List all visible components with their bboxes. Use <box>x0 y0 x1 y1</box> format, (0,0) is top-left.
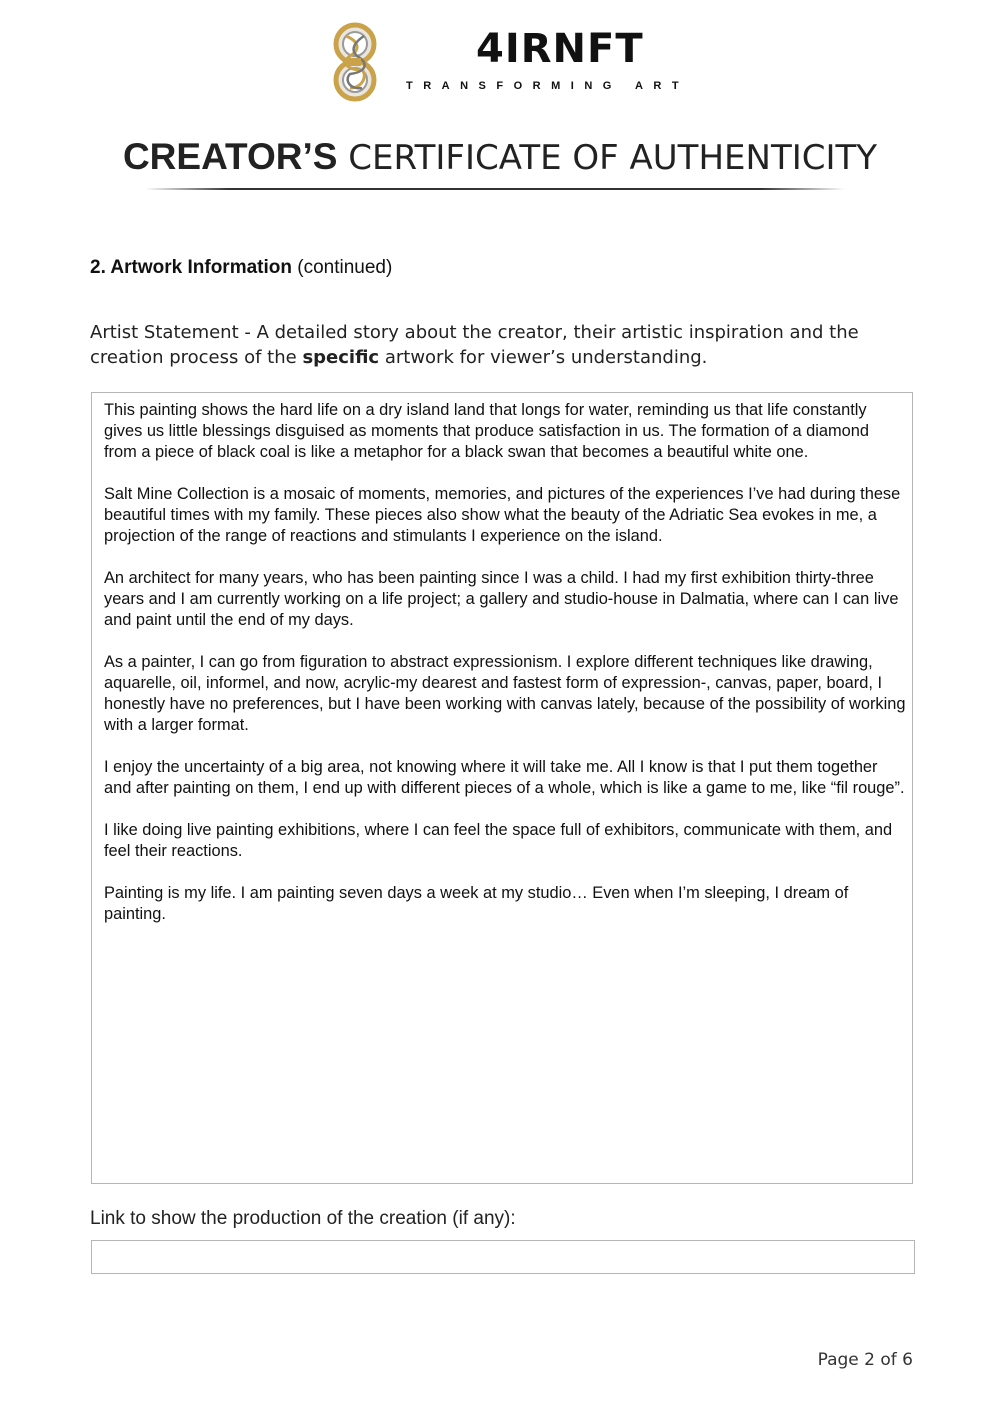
statement-paragraph: Painting is my life. I am painting seven days a week at my studio… Even when I’m sleeping, I dream of painting. <box>104 884 849 923</box>
artist-statement-intro <box>90 320 910 370</box>
artist-statement-box[interactable] <box>91 392 913 1184</box>
brand-logo <box>316 22 696 102</box>
intro-text-part2: artwork for viewer’s understanding. <box>379 347 708 368</box>
intro-text-emphasis: specific <box>302 347 380 368</box>
title-divider <box>145 188 845 190</box>
title-bold-part: CREATOR’S <box>122 136 338 177</box>
statement-paragraph: This painting shows the hard life on a dry island land that longs for water, reminding us that life constantly gives us little blessings disguised as moments that produce satisfaction in us. The formation of a diamond from a piece of black coal is like a metaphor for a black swan that becomes a beautiful white one. <box>104 401 869 461</box>
statement-paragraph: I enjoy the uncertainty of a big area, not knowing where it will take me. All I know is that I put them together and after painting on them, I end up with different pieces of a whole, which is like a game to me, like “fil rouge”. <box>104 758 905 797</box>
statement-paragraph: Salt Mine Collection is a mosaic of moments, memories, and pictures of the experiences I’ve had during these beautiful times with my family. These pieces also show what the beauty of the Adriatic Sea evokes in me, a projection of the range of reactions and stimulants I experience on the island. <box>104 485 901 545</box>
brand-name: 4IRNFT <box>476 26 644 72</box>
logo-emblem-icon <box>316 22 394 102</box>
production-link-label: Link to show the production of the creation (if any): <box>90 1208 516 1229</box>
section-heading <box>90 257 392 279</box>
intro-text-part1: Artist Statement - A detailed story about the creator, their artistic inspiration and the creation process of the <box>90 322 859 368</box>
title-rest: CERTIFICATE OF AUTHENTICITY <box>337 138 878 178</box>
statement-paragraph: I like doing live painting exhibitions, where I can feel the space full of exhibitors, communicate with them, and feel their reactions. <box>104 821 893 860</box>
section-heading-suffix: (continued) <box>291 257 393 278</box>
statement-paragraph: As a painter, I can go from figuration to abstract expressionism. I explore different techniques like drawing, aquarelle, oil, informel, and now, acrylic-my dearest and fastest form of expression-, canvas, paper, board, I honestly have no preferences, but I have been working with canvas lately, because of the possibility of working with a larger format. <box>104 653 906 734</box>
brand-tagline: TRANSFORMING ART <box>406 80 690 92</box>
production-link-field[interactable] <box>91 1240 915 1274</box>
certificate-title <box>0 136 1000 178</box>
statement-paragraph: An architect for many years, who has been painting since I was a child. I had my first exhibition thirty-three years and I am currently working on a life project; a gallery and studio-house in Dalmatia, where can I can live and paint until the end of my days. <box>104 569 899 629</box>
section-heading-title: 2. Artwork Information <box>90 257 292 278</box>
page-number: Page 2 of 6 <box>817 1350 913 1370</box>
